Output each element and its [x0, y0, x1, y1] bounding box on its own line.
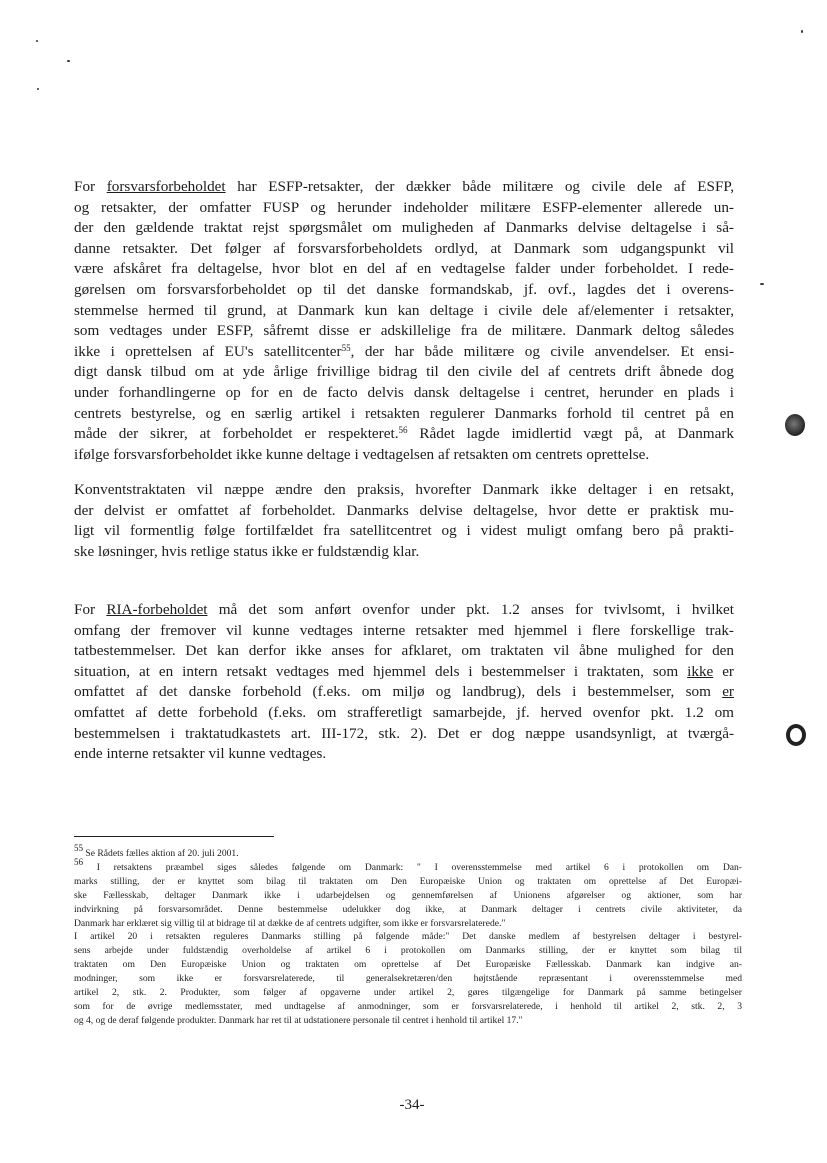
paragraph-ria-forbehold: For RIA-forbeholdet må det som anført ovenfor under pkt. 1.2 anses for tvivlsomt, i hvilket omfang der fremover vil kunne vedtages interne retsakter med hjemmel i flere forskellige trak- tatbestemmelser. Det kan derfor ikke anses for afklaret, om traktaten vil åbne mulighed for den situation, at en intern retsakt vedtages med hjemmel dels i bestemmelser i traktaten, som ikke er omfattet af det danske forbehold (f.eks. om miljø og landbrug), dels i bestemmelser, som er omfattet af dette forbehold (f.eks. om strafferetligt samarbejde, jf. herved ovenfor pkt. 1.2 om bestemmelsen i traktatudkastets art. III-172, stk. 2). Det er dog næppe usandsynligt, at tværgå- ende interne retsakter vil kunne vedtages. — [74, 601, 735, 763]
scan-speck — [37, 88, 39, 90]
underlined-word: ikke — [687, 662, 714, 680]
underlined-term: forsvarsforbeholdet — [106, 178, 226, 195]
footnote-ref-55: 55 — [341, 342, 351, 353]
scan-speck — [801, 30, 803, 33]
footnote-ref-56: 56 — [398, 425, 408, 436]
footnotes: $^{55}$ Se Rådets fælles aktion af 20. juli 2001. $^{56}$ I retsaktens præambel siges således følgende om Danmark: " I overensstemmelse med artikel 6 i protokollen om Dan- marks stilling, der er knyttet som bilag til traktaten om Den Europæiske Union og traktaten om oprettelse af Det Europæi- ske Fællesskab, deltager Danmark ikke i udarbejdelsen og gennemførelsen af Unionens afgørelser og aktioner, som har indvirkning på forsvarsområdet. Denne bestemmelse udelukker dog ikke, at Danmark deltager i centrets civile aktiviteter, da Danmark har erklæret sig villig til at bidrage til at dække de af centrets udgifter, som ikke er forsvarsrelaterede." I artikel 20 i retsakten reguleres Danmarks stilling på følgende måde:" Det danske medlem af bestyrelsen deltager i bestyrel- sens arbejde under fuldstændig overholdelse af artikel 6 i protokollen om Danmarks stilling, der er knyttet som bilag til traktaten om Den Europæiske Union og traktaten om oprettelse af Det Europæiske Fællesskab. Danmark kan indgive an- modninger, som ikke er forsvarsrelaterede, til generalsekretæren/den højtstående repræsentant i overensstemmelse med artikel 2, stk. 2. Produkter, som følger af opgaverne under artikel 2, gøres tilgængelige for Danmark på samme betingelser som for de øvrige medlemsstater, med undtagelse af anmodninger, som er forsvarsrelaterede, i henhold til artikel 2, stk. 2, 3 og 4, og de deraf følgende produkter. Danmark har ret til at udstationere personale til centret i henhold til artikel 17." — [74, 843, 742, 1026]
scan-speck — [67, 60, 70, 62]
underlined-word: er — [722, 683, 734, 701]
punch-hole — [785, 414, 805, 436]
footnote-56: $^{56}$ I retsaktens præambel siges således følgende om Danmark: " I overensstemmelse med artikel 6 i protokollen om Dan- — [74, 856, 742, 873]
scan-speck — [760, 283, 764, 285]
underlined-term: RIA-forbeholdet — [106, 601, 208, 618]
footnote-55: $^{55}$ Se Rådets fælles aktion af 20. juli 2001. — [74, 843, 239, 859]
paragraph-konventstraktaten: Konventstraktaten vil næppe ændre den praksis, hvorefter Danmark ikke deltager i en retsakt, der delvist er omfattet af forbeholdet. Danmarks delvise deltagelse, hvor dette er praktisk mu- ligt vil formentlig følge fortilfældet fra satellitcentret og i videst muligt omfang bero på prakti- ske løsninger, hvis retlige status ikke er fuldstændig klar. — [74, 481, 734, 560]
scan-speck — [36, 40, 38, 42]
footnote-separator — [74, 836, 274, 837]
punch-hole — [786, 724, 806, 746]
page-number: -34- — [399, 1097, 425, 1113]
paragraph-forsvarsforbehold: For forsvarsforbeholdet har ESFP-retsakter, der dækker både militære og civile dele af ESFP, og retsakter, der omfatter FUSP og herunder indeholder militære ESFP-elementer allerede un- der den gældende traktat rejst spørgsmålet om muligheden af Danmarks delvise deltagelse i så- danne retsakter. Det følger af forsvarsforbeholdets ordlyd, at Danmark som udgangspunkt vil være afskåret fra deltagelse, hvor blot en del af en vedtagelse falder under forbeholdet. I rede- gørelsen om forsvarsforbeholdet op til det danske formandskab, jf. ovf., lagdes det i overens- stemmelse hermed til grund, at Danmark kun kan deltage i civile dele af/elementer i retsakter, som vedtages under ESFP, såfremt disse er adskillelige fra de militære. Danmark deltog således ikke i oprettelsen af EU's satellitcenter$^{55}$, der har både militære og civile anvendelser. Et ensi- digt dansk tilbud om at yde årlige frivillige bidrag til den civile del af centrets drift åbnede dog under forhandlingerne op for en de facto delvis dansk deltagelse i centret, herunder en plads i centrets bestyrelse, og en særlig artikel i retsakten regulerer Danmarks forhold til centret på en måde der sikrer, at forbeholdet er respekteret.$^{56}$ Rådet lagde imidlertid vægt på, at Danmark ifølge forsvarsforbeholdet ikke kunne deltage i vedtagelsen af retsakten om centrets oprettelse. — [74, 178, 735, 463]
